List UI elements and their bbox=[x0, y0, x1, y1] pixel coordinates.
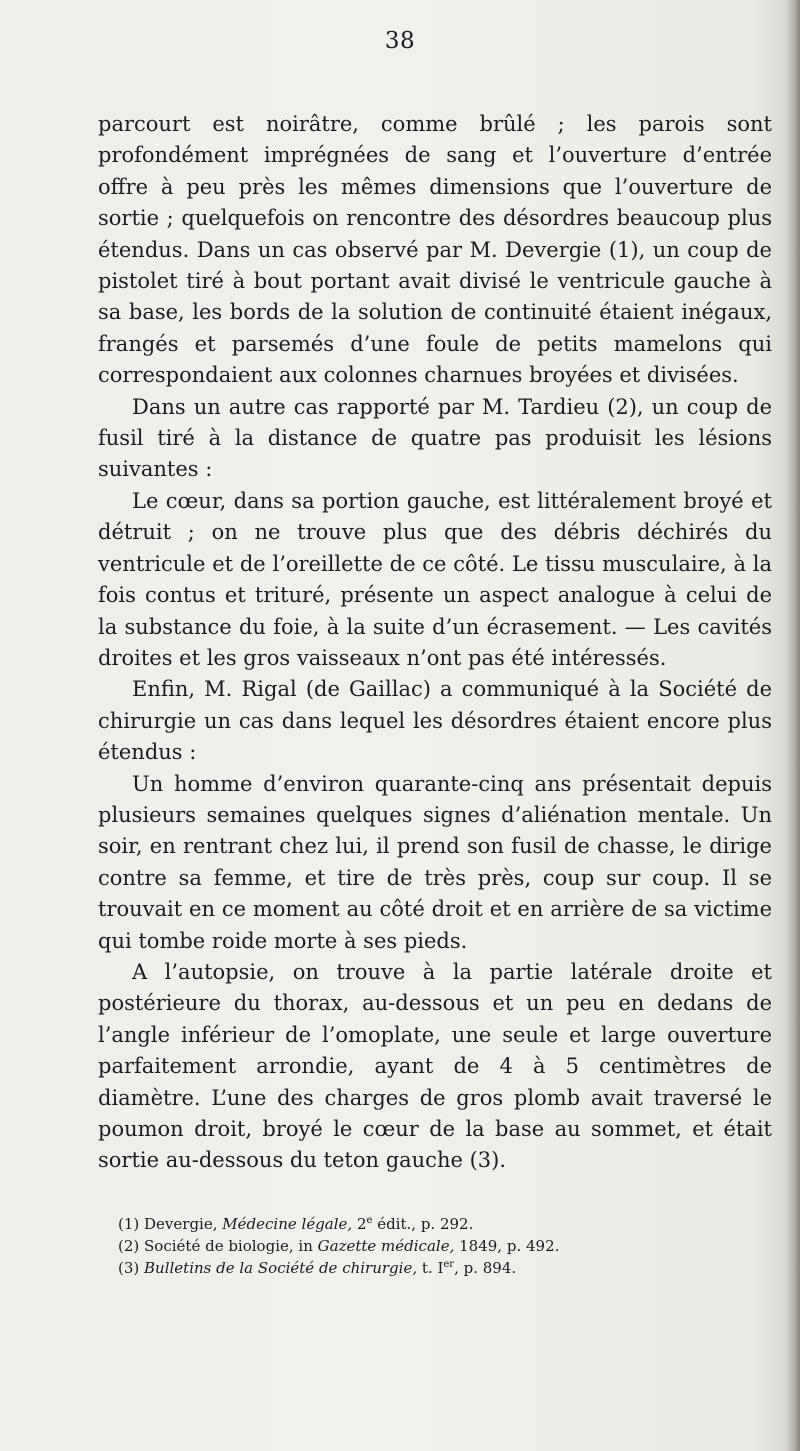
footnote-mark: (3) bbox=[118, 1259, 140, 1277]
footnote-rest: , p. 894. bbox=[454, 1259, 517, 1277]
footnote-2 bbox=[98, 1235, 772, 1257]
footnote-1 bbox=[98, 1213, 772, 1235]
footnotes bbox=[98, 1213, 772, 1279]
paragraph: Dans un autre cas rapporté par M. Tardieu (2), un coup de fusil tiré à la distance de quatre pas produisit les lésions suivantes : bbox=[98, 394, 772, 482]
footnote-edition-sup: e bbox=[366, 1215, 373, 1226]
footnote-3 bbox=[98, 1257, 772, 1279]
body-text bbox=[98, 109, 772, 1177]
footnote-tome-sup: er bbox=[443, 1259, 455, 1270]
page-edge-shadow bbox=[786, 0, 800, 1451]
page-number: 38 bbox=[384, 28, 416, 54]
footnote-tome: t. I bbox=[417, 1259, 444, 1277]
footnote-author: Société de biologie, in bbox=[144, 1237, 313, 1255]
paragraph: parcourt est noirâtre, comme brûlé ; les parois sont profondément imprégnées de sang et l’ouverture d’entrée offre à peu près les mêmes dimensions que l’ouverture de sortie ; quelquefois on rencontre des désordres beaucoup plus étendus. Dans un cas observé par M. Devergie (1), un coup de pistolet tiré à bout portant avait divisé le ventricule gauche à sa base, les bords de la solution de continuité étaient inégaux, frangés et parsemés d’une foule de petits mamelons qui correspondaient aux colonnes charnues broyées et divisées. bbox=[98, 112, 772, 388]
footnote-title: Médecine légale, bbox=[222, 1215, 353, 1233]
paragraph: Un homme d’environ quarante-cinq ans présentait depuis plusieurs semaines quelques signes d’aliénation mentale. Un soir, en rentrant chez lui, il prend son fusil de chasse, le dirige contre sa femme, et tire de très près, coup sur coup. Il se trouvait en ce moment au côté droit et en arrière de sa victime qui tombe roide morte à ses pieds. bbox=[98, 771, 772, 953]
footnote-edition: 2 bbox=[356, 1215, 367, 1233]
footnote-title: Gazette médicale, bbox=[317, 1237, 455, 1255]
paragraph: A l’autopsie, on trouve à la partie latérale droite et postérieure du thorax, au-dessous et un peu en dedans de l’angle inférieur de l’omoplate, une seule et large ouverture parfaitement arrondie, ayant de 4 à 5 centimètres de diamètre. L’une des charges de gros plomb avait traversé le poumon droit, broyé le cœur de la base au sommet, et était sortie au-dessous du teton gauche (3). bbox=[98, 959, 772, 1173]
footnote-author: Devergie, bbox=[144, 1215, 218, 1233]
footnote-title: Bulletins de la Société de chirurgie, bbox=[144, 1259, 418, 1277]
paragraph: Le cœur, dans sa portion gauche, est littéralement broyé et détruit ; on ne trouve plus que des débris déchirés du ventricule et de l’oreillette de ce côté. Le tissu musculaire, à la fois contus et trituré, présente un aspect analogue à celui de la substance du foie, à la suite d’un écrasement. — Les cavités droites et les gros vaisseaux n’ont pas été intéressés. bbox=[98, 488, 772, 670]
footnote-mark: (1) bbox=[118, 1215, 140, 1233]
paragraph: Enfin, M. Rigal (de Gaillac) a communiqué à la Société de chirurgie un cas dans lequel les désordres étaient encore plus étendus : bbox=[98, 677, 772, 765]
footnote-mark: (2) bbox=[118, 1237, 140, 1255]
footnote-rest: 1849, p. 492. bbox=[454, 1237, 560, 1255]
footnote-rest: édit., p. 292. bbox=[372, 1215, 474, 1233]
